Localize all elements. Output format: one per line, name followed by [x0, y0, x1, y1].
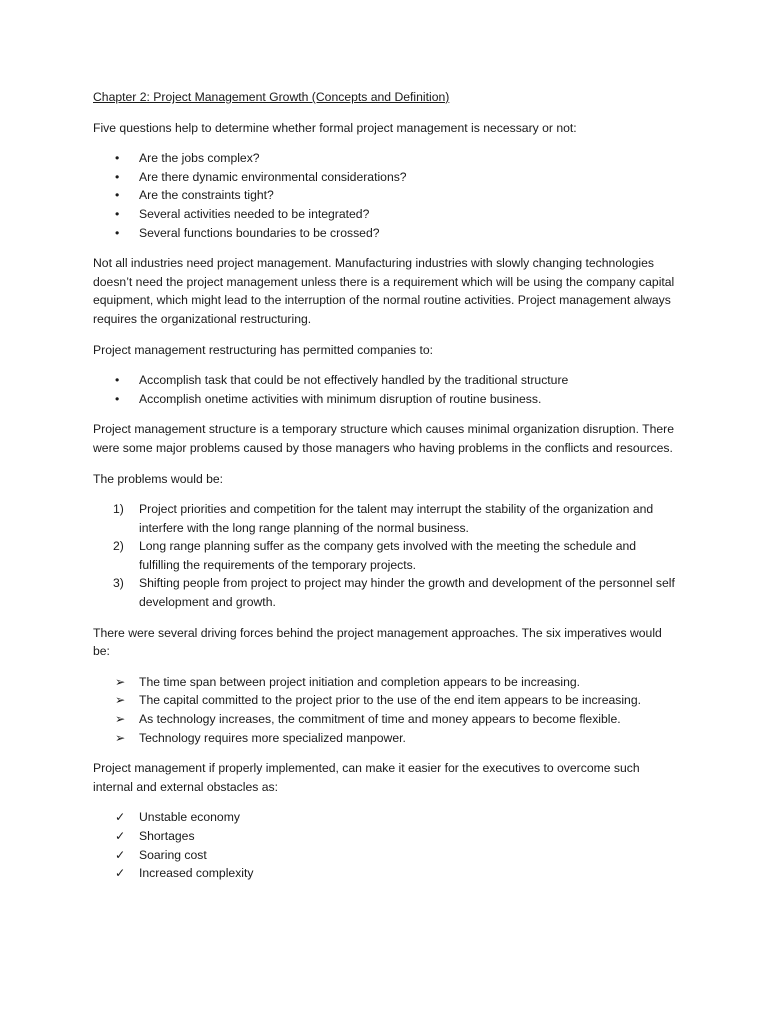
- arrow-bullet-icon: ➢: [115, 730, 126, 745]
- list-item: 2) Long range planning suffer as the company gets involved with the meeting the schedule and fulfilling the requirements of the temporary projects.: [113, 539, 637, 572]
- structure-paragraph: Project management structure is a temporary structure which causes minimal organization disruption. There were some major problems caused by those managers who having problems in the conflicts and resources.: [93, 422, 674, 455]
- arrow-bullet-icon: ➢: [115, 674, 126, 689]
- list-item: • Accomplish onetime activities with minimum disruption of routine business.: [93, 390, 678, 409]
- bullet-icon: •: [115, 373, 120, 388]
- bullet-icon: •: [115, 225, 120, 240]
- list-item: • Are the constraints tight?: [93, 186, 678, 205]
- check-icon: ✓: [115, 866, 126, 881]
- restructuring-paragraph: Project management restructuring has permitted companies to:: [93, 342, 434, 357]
- intro-paragraph: Five questions help to determine whether formal project management is necessary or not:: [93, 120, 577, 135]
- list-item: • Several functions boundaries to be crossed?: [93, 224, 678, 243]
- list-item: 1) Project priorities and competition for the talent may interrupt the stability of the organization and interfere with the long range planning of the normal business.: [113, 502, 654, 535]
- bullet-icon: •: [115, 188, 120, 203]
- list-item: • Accomplish task that could be not effectively handled by the traditional structure: [93, 371, 678, 390]
- chapter-title: Chapter 2: Project Management Growth (Concepts and Definition): [93, 90, 450, 104]
- list-item: • Several activities needed to be integrated?: [93, 205, 678, 224]
- bullet-icon: •: [115, 151, 120, 166]
- list-item: ✓ Unstable economy: [93, 808, 678, 827]
- bullet-icon: •: [115, 206, 120, 221]
- industries-paragraph: Not all industries need project management. Manufacturing industries with slowly changing technologies doesn’t need the project management unless there is a requirement which will be using the company capital equipment, which might lead to the interruption of the normal routine activities. Project management always requires the organizational restructuring.: [93, 256, 675, 326]
- list-item: ➢ Technology requires more specialized manpower.: [93, 729, 678, 748]
- check-icon: ✓: [115, 810, 126, 825]
- bullet-icon: •: [115, 169, 120, 184]
- problems-heading: The problems would be:: [93, 471, 224, 486]
- obstacles-paragraph: Project management if properly implemented, can make it easier for the executives to overcome such internal and external obstacles as:: [93, 761, 640, 794]
- obstacles-list: [93, 808, 678, 882]
- problems-list: [93, 500, 678, 612]
- questions-list: [93, 149, 678, 242]
- list-number: 2): [113, 539, 124, 554]
- permitted-list: [93, 371, 678, 408]
- list-item: 3) Shifting people from project to project may hinder the growth and development of the personnel self development and growth.: [113, 576, 675, 610]
- list-item: ✓ Increased complexity: [93, 864, 678, 883]
- imperatives-list: [93, 673, 678, 747]
- list-number: 3): [113, 576, 124, 591]
- list-item: ✓ Shortages: [93, 827, 678, 846]
- list-item: • Are there dynamic environmental considerations?: [93, 168, 678, 187]
- list-item: ✓ Soaring cost: [93, 846, 678, 865]
- list-item: ➢ As technology increases, the commitment of time and money appears to become flexible.: [93, 710, 678, 729]
- arrow-bullet-icon: ➢: [115, 712, 126, 727]
- arrow-bullet-icon: ➢: [115, 693, 126, 708]
- forces-paragraph: There were several driving forces behind the project management approaches. The six imperatives would be:: [93, 625, 662, 659]
- check-icon: ✓: [115, 829, 126, 843]
- list-number: 1): [113, 502, 124, 517]
- list-item: ➢ The capital committed to the project prior to the use of the end item appears to be increasing.: [93, 691, 678, 710]
- list-item: • Are the jobs complex?: [93, 149, 678, 168]
- list-item: ➢ The time span between project initiation and completion appears to be increasing.: [93, 673, 678, 692]
- bullet-icon: •: [115, 391, 120, 406]
- check-icon: ✓: [115, 847, 126, 862]
